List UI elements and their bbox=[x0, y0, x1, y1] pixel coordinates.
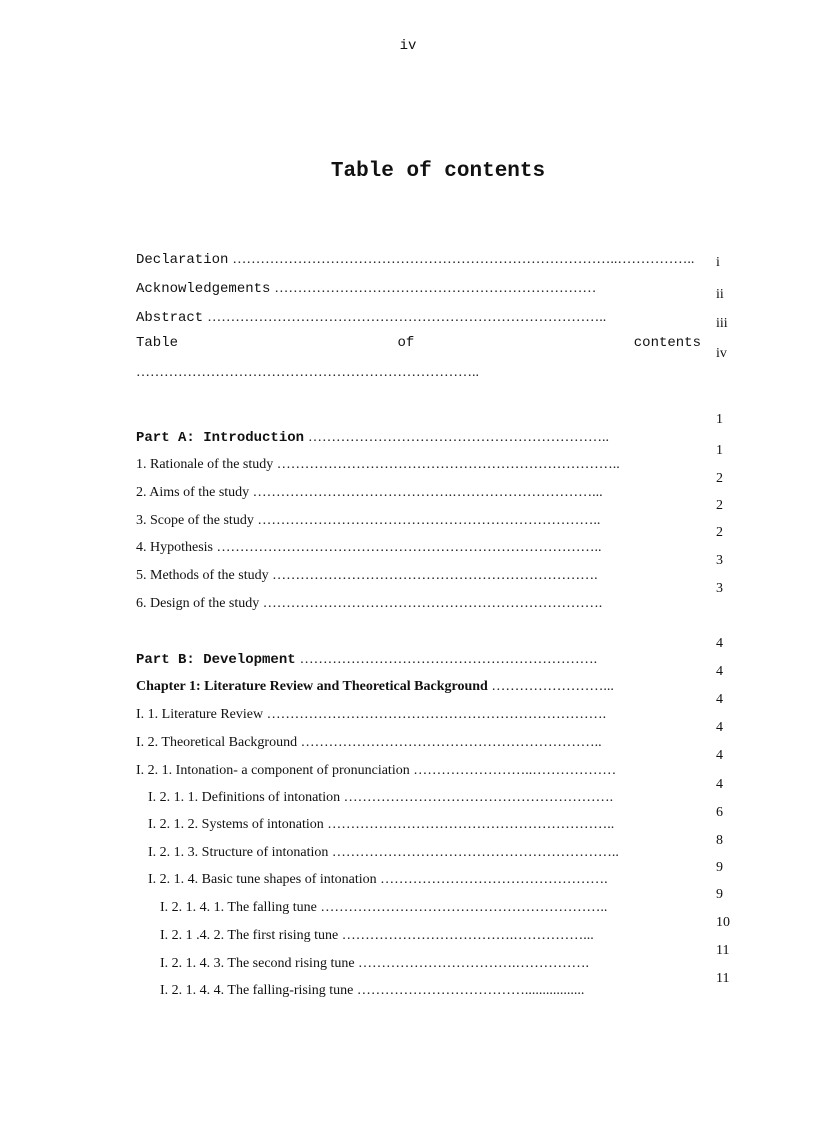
toc-entry-leader-continued: ……………………………………………………………….. bbox=[136, 365, 479, 380]
entry-leader: ………………………………………………………………………….. bbox=[207, 310, 607, 325]
toc-page-number: 1 bbox=[716, 412, 723, 427]
part-b-heading bbox=[136, 650, 701, 668]
toc-entry-abstract bbox=[136, 308, 701, 326]
toc-page-number: 10 bbox=[716, 915, 730, 930]
toc-page-number: iv bbox=[716, 346, 727, 361]
toc-entry: 4. Hypothesis ……………………………………………………………………….. bbox=[136, 540, 602, 555]
entry-leader: …………………………………………………………… bbox=[274, 281, 597, 296]
toc-page-number: 6 bbox=[716, 805, 723, 820]
chapter-heading: Chapter 1: Literature Review and Theoretical Background ……………………... bbox=[136, 679, 614, 694]
toc-page-number: 11 bbox=[716, 971, 730, 986]
toc-entry: I. 2. 1. 4. 3. The second rising tune …………………………….……………. bbox=[160, 956, 590, 971]
toc-entry: I. 2. 1. 3. Structure of intonation …………………………………………………….. bbox=[148, 845, 619, 860]
toc-entry: I. 2. 1. 4. 1. The falling tune …………………………………………………….. bbox=[160, 900, 608, 915]
toc-page-number: ii bbox=[716, 287, 724, 302]
entry-label: Part A: Introduction bbox=[136, 430, 305, 446]
toc-entry-declaration bbox=[136, 250, 701, 268]
toc-page-number: 11 bbox=[716, 943, 730, 958]
toc-entry: 6. Design of the study ………………………………………………………………. bbox=[136, 596, 603, 611]
toc-entry: I. 2. 1. Intonation- a component of pronunciation ……………………..……………… bbox=[136, 763, 617, 778]
toc-entry: 2. Aims of the study …………………………………….…………………………... bbox=[136, 485, 603, 500]
toc-page-number: i bbox=[716, 255, 720, 270]
toc-entry: 5. Methods of the study ……………………………………………………………. bbox=[136, 568, 598, 583]
toc-page-number: 4 bbox=[716, 636, 723, 651]
page-title: Table of contents bbox=[330, 160, 546, 183]
toc-entry: 1. Rationale of the study ……………………………………………………………….. bbox=[136, 457, 620, 472]
entry-label: Part B: Development bbox=[136, 652, 296, 668]
toc-entry: I. 2. 1 .4. 2. The first rising tune ……………………………….……………... bbox=[160, 928, 594, 943]
entry-leader: ……………………………………………………….. bbox=[308, 430, 610, 445]
toc-entry: I. 1. Literature Review ………………………………………………………………. bbox=[136, 707, 607, 722]
toc-page-number: 8 bbox=[716, 833, 723, 848]
toc-page-number: 4 bbox=[716, 720, 723, 735]
entry-label: Abstract bbox=[136, 310, 204, 326]
entry-word: contents bbox=[633, 335, 701, 351]
entry-leader: ………………………………………………………. bbox=[299, 652, 598, 667]
toc-page-number: 9 bbox=[716, 860, 723, 875]
toc-entry: 3. Scope of the study ……………………………………………………………….. bbox=[136, 513, 601, 528]
toc-page-number: 4 bbox=[716, 777, 723, 792]
toc-page-number: 4 bbox=[716, 692, 723, 707]
entry-word: Table bbox=[136, 335, 179, 351]
entry-word: of bbox=[397, 335, 415, 351]
toc-page-number: 3 bbox=[716, 581, 723, 596]
part-a-heading bbox=[136, 428, 701, 446]
toc-page-number: 3 bbox=[716, 553, 723, 568]
toc-page-number: 2 bbox=[716, 498, 723, 513]
toc-entry-table-of-contents bbox=[136, 335, 701, 351]
toc-page-number: iii bbox=[716, 316, 728, 331]
toc-entry-acknowledgements bbox=[136, 279, 701, 297]
toc-entry: I. 2. 1. 4. 4. The falling-rising tune ………………………………................. bbox=[160, 983, 585, 998]
toc-page-number: 4 bbox=[716, 748, 723, 763]
entry-leader: ………………………………………………………………………..…………….. bbox=[232, 252, 695, 267]
toc-page-number: 2 bbox=[716, 525, 723, 540]
entry-label: Acknowledgements bbox=[136, 281, 271, 297]
toc-page-number: 2 bbox=[716, 471, 723, 486]
toc-entry: I. 2. 1. 2. Systems of intonation …………………………………………………….. bbox=[148, 817, 615, 832]
toc-page-number: 9 bbox=[716, 887, 723, 902]
toc-page-number: 1 bbox=[716, 443, 723, 458]
toc-entry: I. 2. Theoretical Background ……………………………………………………….. bbox=[136, 735, 602, 750]
toc-entry: I. 2. 1. 4. Basic tune shapes of intonation …………………………………………. bbox=[148, 872, 608, 887]
toc-page-number: 4 bbox=[716, 664, 723, 679]
toc-entry: I. 2. 1. 1. Definitions of intonation …………………………………………………. bbox=[148, 790, 614, 805]
entry-label: Declaration bbox=[136, 252, 229, 268]
page-number: iv bbox=[399, 38, 417, 54]
